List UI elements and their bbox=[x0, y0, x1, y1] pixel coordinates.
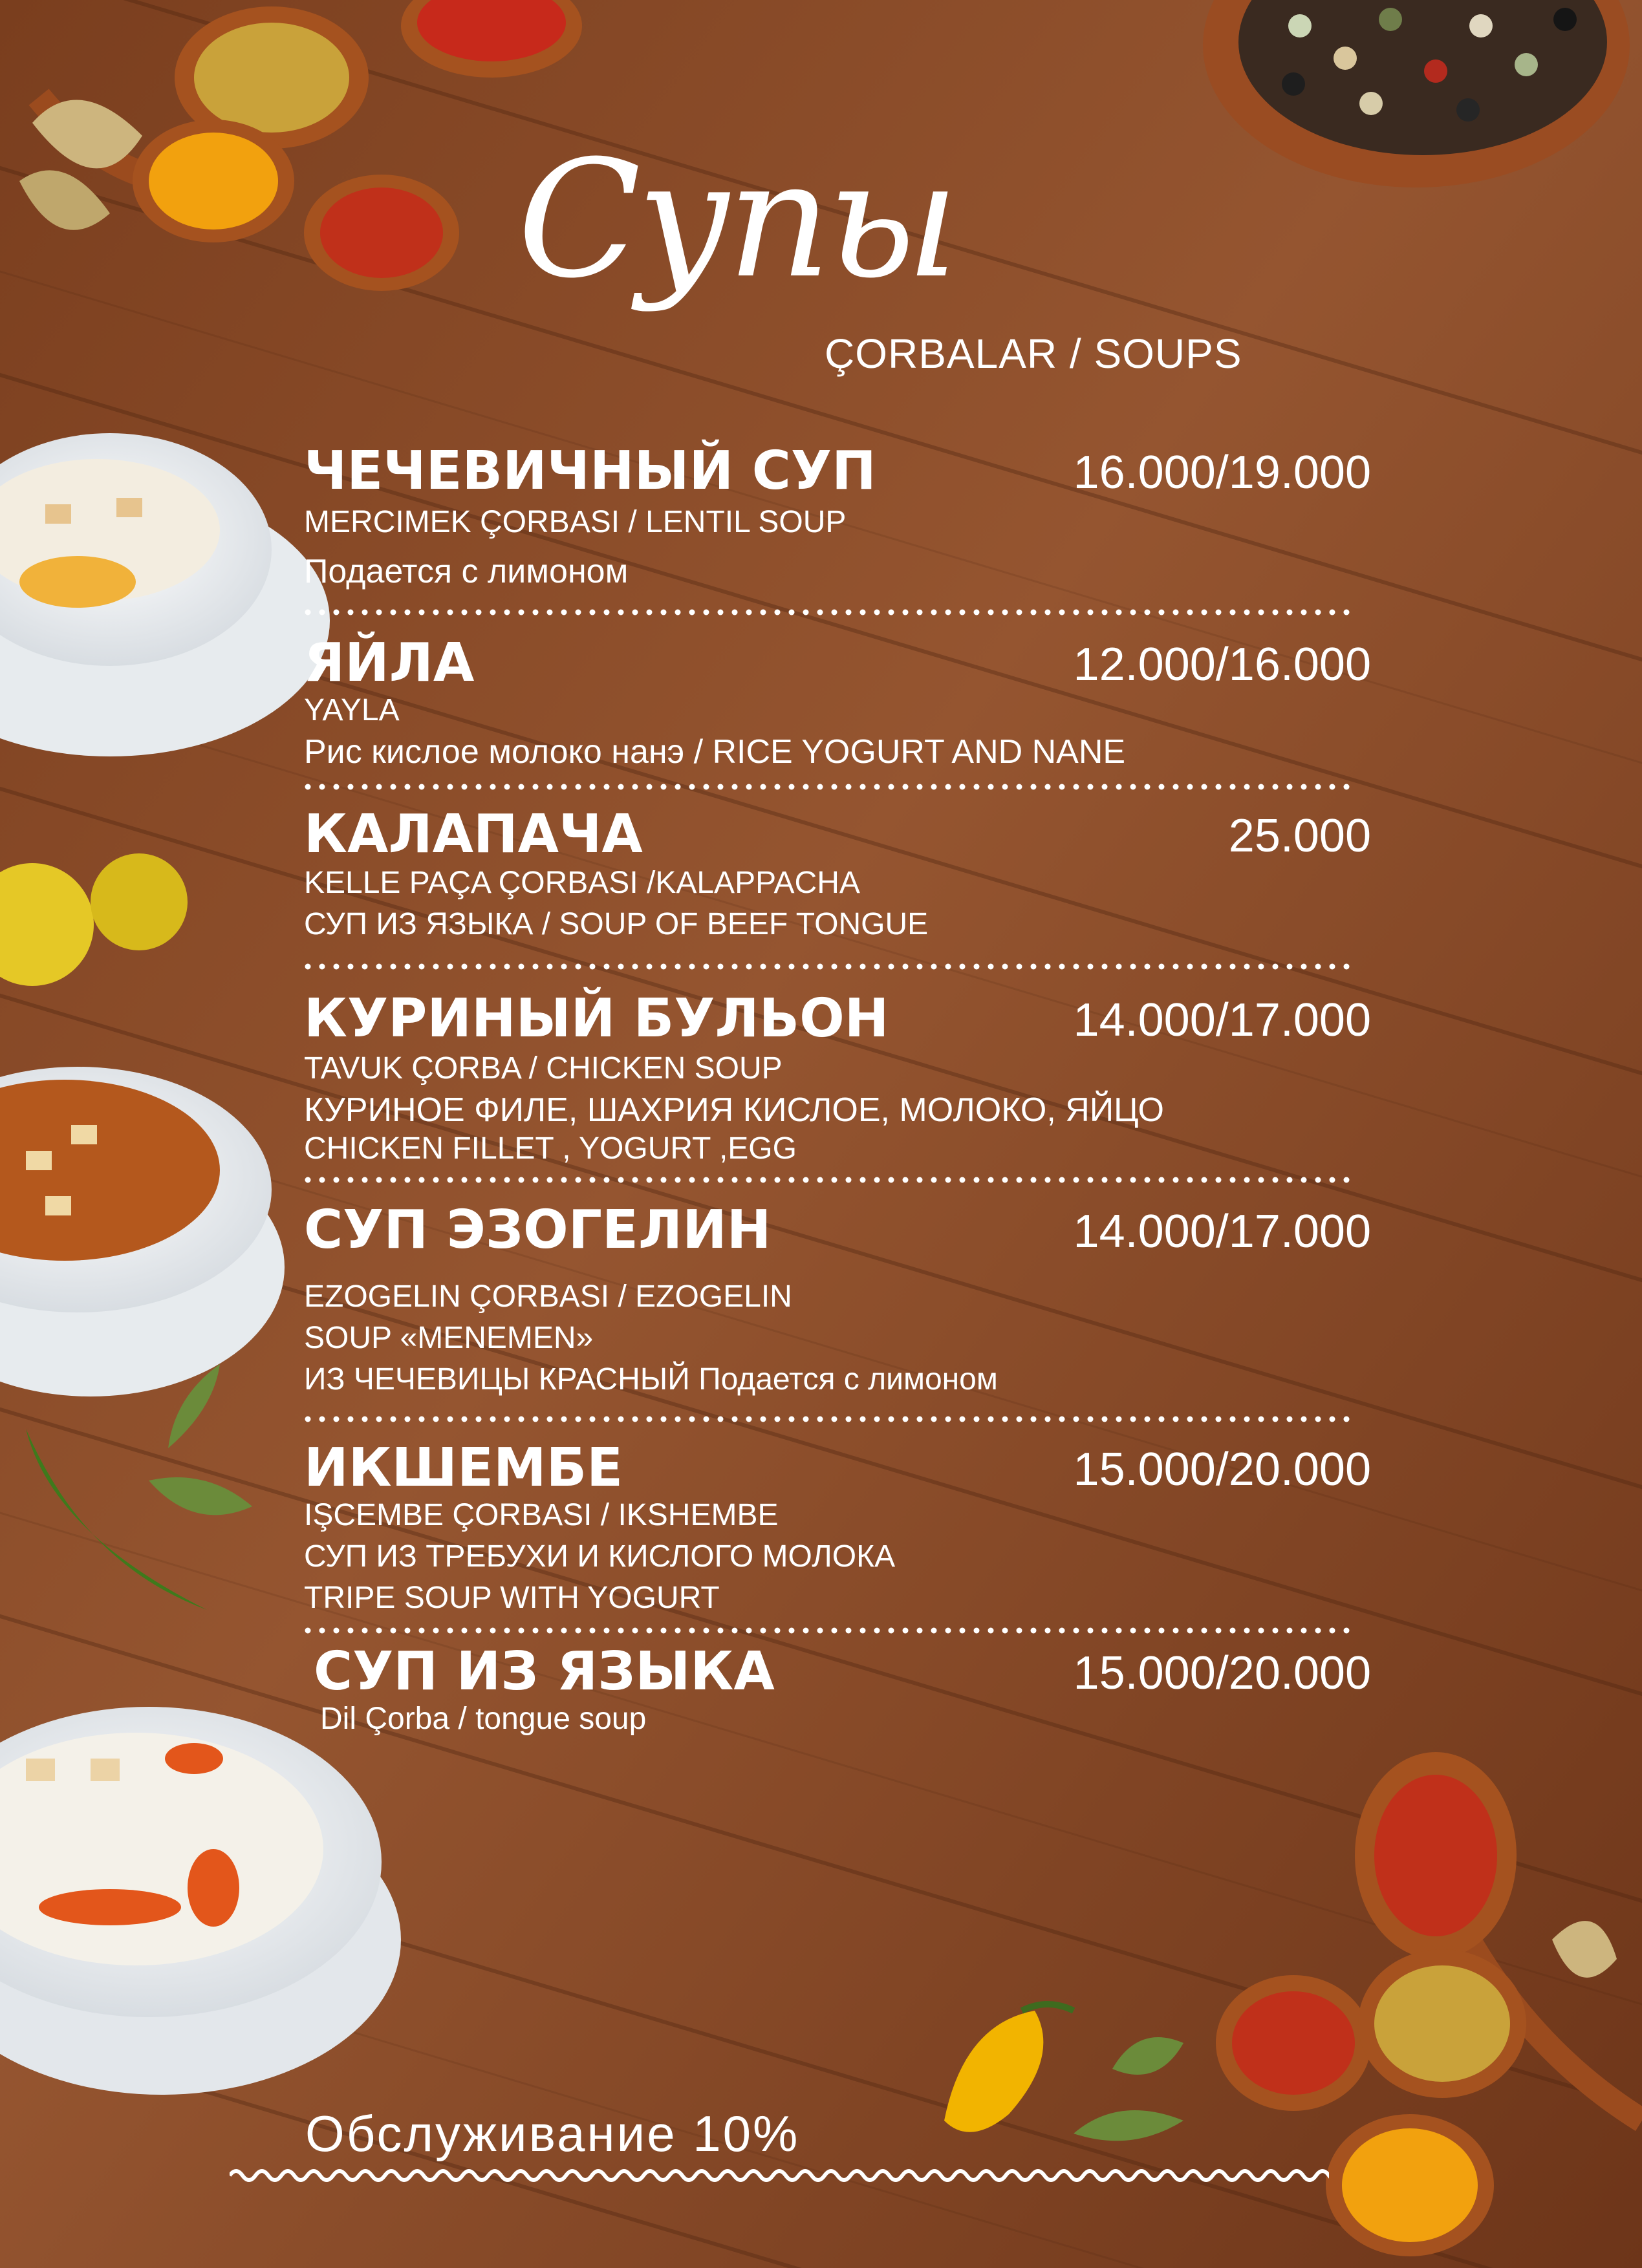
item-desc-line: SOUP «MENEMEN» bbox=[304, 1321, 594, 1355]
item-name: ЧЕЧЕВИЧНЫЙ СУП bbox=[304, 440, 876, 502]
item-name: КУРИНЫЙ БУЛЬОН bbox=[304, 988, 889, 1049]
item-price: 14.000/17.000 bbox=[1073, 994, 1371, 1046]
item-desc-line: IŞCEMBE ÇORBASI / IKSHEMBE bbox=[304, 1498, 779, 1532]
item-price: 14.000/17.000 bbox=[1073, 1206, 1371, 1257]
item-name: СУП ИЗ ЯЗЫКА bbox=[314, 1641, 775, 1702]
dotted-divider bbox=[304, 962, 1365, 971]
item-desc-line: TRIPE SOUP WITH YOGURT bbox=[304, 1581, 720, 1615]
item-desc-line: MERCIMEK ÇORBASI / LENTIL SOUP bbox=[304, 505, 847, 539]
page-title: Супы bbox=[517, 125, 955, 314]
dotted-divider bbox=[304, 1175, 1365, 1184]
wavy-underline bbox=[230, 2163, 1329, 2188]
menu-item-yayla bbox=[304, 632, 1371, 773]
page-subtitle: ÇORBALAR / SOUPS bbox=[825, 330, 1242, 377]
item-desc-line: CHICKEN FILLET , YOGURT ,EGG bbox=[304, 1131, 797, 1166]
menu-item-ikshembe bbox=[304, 1437, 1371, 1619]
item-name: ИКШЕМБЕ bbox=[304, 1437, 623, 1499]
item-desc-line: EZOGELIN ÇORBASI / EZOGELIN bbox=[304, 1279, 792, 1314]
item-desc-line: TAVUK ÇORBA / CHICKEN SOUP bbox=[304, 1051, 783, 1086]
item-name: ЯЙЛА bbox=[304, 632, 475, 694]
menu-item-kalapacha bbox=[304, 804, 1371, 945]
item-price: 15.000/20.000 bbox=[1073, 1444, 1371, 1495]
item-desc-line: СУП ИЗ ТРЕБУХИ И КИСЛОГО МОЛОКА bbox=[304, 1539, 896, 1574]
item-desc-line: YAYLA bbox=[304, 693, 400, 727]
menu-item-chicken-broth bbox=[304, 988, 1371, 1170]
item-price: 15.000/20.000 bbox=[1073, 1647, 1371, 1699]
item-desc-line: KELLE PAÇA ÇORBASI /KALAPPACHA bbox=[304, 866, 860, 900]
item-price: 25.000 bbox=[1228, 810, 1371, 862]
menu-item-lentil-soup bbox=[304, 440, 1371, 592]
menu-item-ezogelin bbox=[304, 1199, 1371, 1400]
item-name: СУП ЭЗОГЕЛИН bbox=[304, 1199, 772, 1261]
dotted-divider bbox=[304, 1626, 1365, 1635]
service-charge-note: Обслуживание 10% bbox=[305, 2105, 800, 2162]
dotted-divider bbox=[304, 608, 1365, 617]
item-desc-line: КУРИНОЕ ФИЛЕ, ШАХРИЯ КИСЛОЕ, МОЛОКО, ЯЙЦО bbox=[304, 1091, 1164, 1129]
item-desc-line: ИЗ ЧЕЧЕВИЦЫ КРАСНЫЙ Подается с лимоном bbox=[304, 1362, 998, 1396]
dotted-divider bbox=[304, 782, 1365, 791]
item-desc-line: Подается с лимоном bbox=[304, 553, 629, 590]
dotted-divider bbox=[304, 1415, 1365, 1424]
item-desc-line: Dil Çorba / tongue soup bbox=[320, 1702, 647, 1736]
menu-item-tongue-soup bbox=[314, 1641, 1371, 1740]
item-desc-line: СУП ИЗ ЯЗЫКА / SOUP OF BEEF TONGUE bbox=[304, 907, 929, 941]
item-price: 16.000/19.000 bbox=[1073, 447, 1371, 498]
item-desc-line: Рис кислое молоко нанэ / RICE YOGURT AND NANE bbox=[304, 733, 1126, 771]
item-price: 12.000/16.000 bbox=[1073, 639, 1371, 690]
item-name: КАЛАПАЧА bbox=[304, 804, 643, 865]
